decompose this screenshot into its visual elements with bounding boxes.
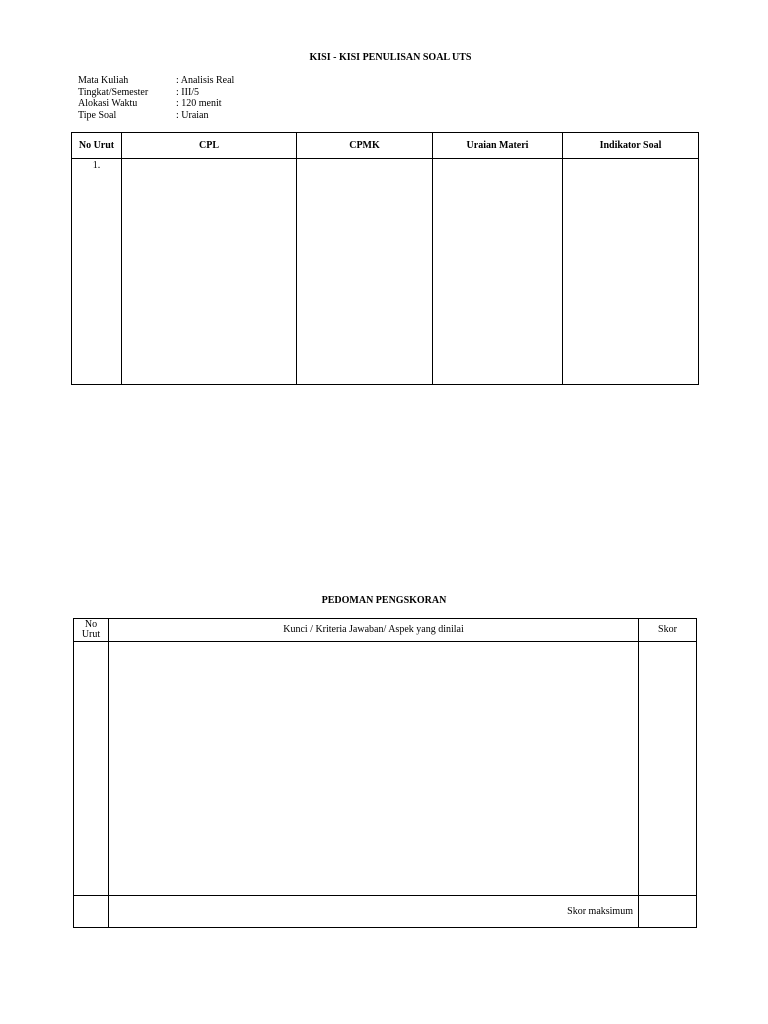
info-row-duration — [78, 98, 234, 110]
info-value: : Analisis Real — [176, 75, 235, 86]
document-title: KISI - KISI PENULISAN SOAL UTS — [309, 52, 472, 63]
table-row — [72, 159, 699, 385]
info-value: : III/5 — [176, 86, 200, 98]
info-row-question-type — [78, 110, 234, 122]
column-header-kunci-jawaban: Kunci / Kriteria Jawaban/ Aspek yang dinilai — [109, 619, 639, 642]
info-label: Alokasi Waktu — [78, 98, 138, 110]
info-label: Tingkat/Semester — [78, 86, 149, 98]
column-header-no-urut: No Urut — [72, 133, 122, 159]
footer-empty-cell — [74, 896, 109, 928]
skor-maksimum-value — [639, 896, 697, 928]
column-header-cpmk: CPMK — [297, 133, 433, 159]
kisi-table-header — [72, 133, 699, 159]
column-header-skor: Skor — [639, 619, 697, 642]
info-label: Mata Kuliah — [78, 75, 129, 86]
kunci-jawaban-cell — [109, 642, 639, 896]
info-value: : Uraian — [176, 109, 209, 121]
pedoman-table-header — [74, 619, 697, 642]
skor-cell — [639, 642, 697, 896]
cpmk-cell — [297, 159, 433, 385]
info-row-course — [78, 75, 234, 87]
column-header-uraian-materi: Uraian Materi — [433, 133, 563, 159]
no-urut-cell — [74, 642, 109, 896]
course-info — [78, 75, 234, 121]
cpl-cell — [122, 159, 297, 385]
column-header-no-urut: No Urut — [74, 619, 109, 642]
kisi-table — [71, 132, 699, 385]
row-number: 1. — [72, 159, 122, 385]
info-label: Tipe Soal — [78, 109, 117, 121]
pedoman-table-footer — [74, 896, 697, 928]
indikator-soal-cell — [563, 159, 699, 385]
table-row — [74, 642, 697, 896]
column-header-indikator-soal: Indikator Soal — [563, 133, 699, 159]
info-value: : 120 menit — [176, 98, 222, 110]
pedoman-table — [73, 618, 697, 928]
skor-maksimum-label: Skor maksimum — [109, 896, 639, 928]
info-row-semester — [78, 87, 234, 99]
uraian-materi-cell — [433, 159, 563, 385]
column-header-cpl: CPL — [122, 133, 297, 159]
section-title: PEDOMAN PENGSKORAN — [321, 595, 447, 606]
